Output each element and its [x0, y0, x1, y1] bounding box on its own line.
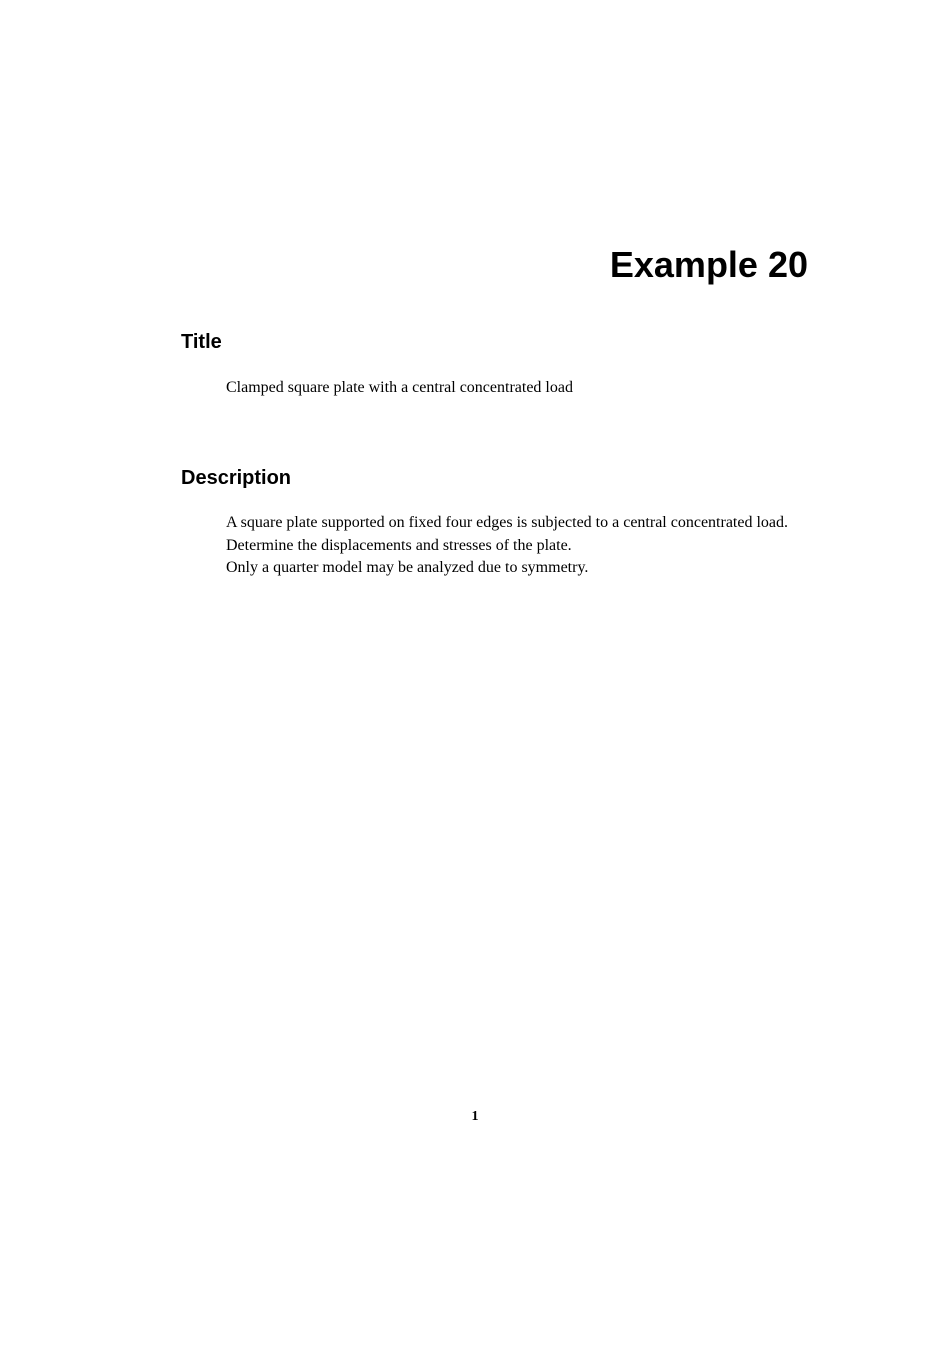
description-line: A square plate supported on fixed four edges is subjected to a central concentrated load. [226, 514, 789, 531]
description-section-heading: Description [181, 467, 292, 489]
description-section-body [226, 512, 788, 580]
title-line: Clamped square plate with a central concentrated load [226, 379, 573, 396]
description-line: Only a quarter model may be analyzed due to symmetry. [226, 559, 589, 576]
chapter-heading: Example 20 [609, 244, 808, 285]
page-number: 1 [471, 1109, 479, 1124]
title-section-body [226, 377, 573, 400]
description-line: Determine the displacements and stresses of the plate. [226, 536, 572, 554]
title-section-heading: Title [181, 331, 222, 353]
